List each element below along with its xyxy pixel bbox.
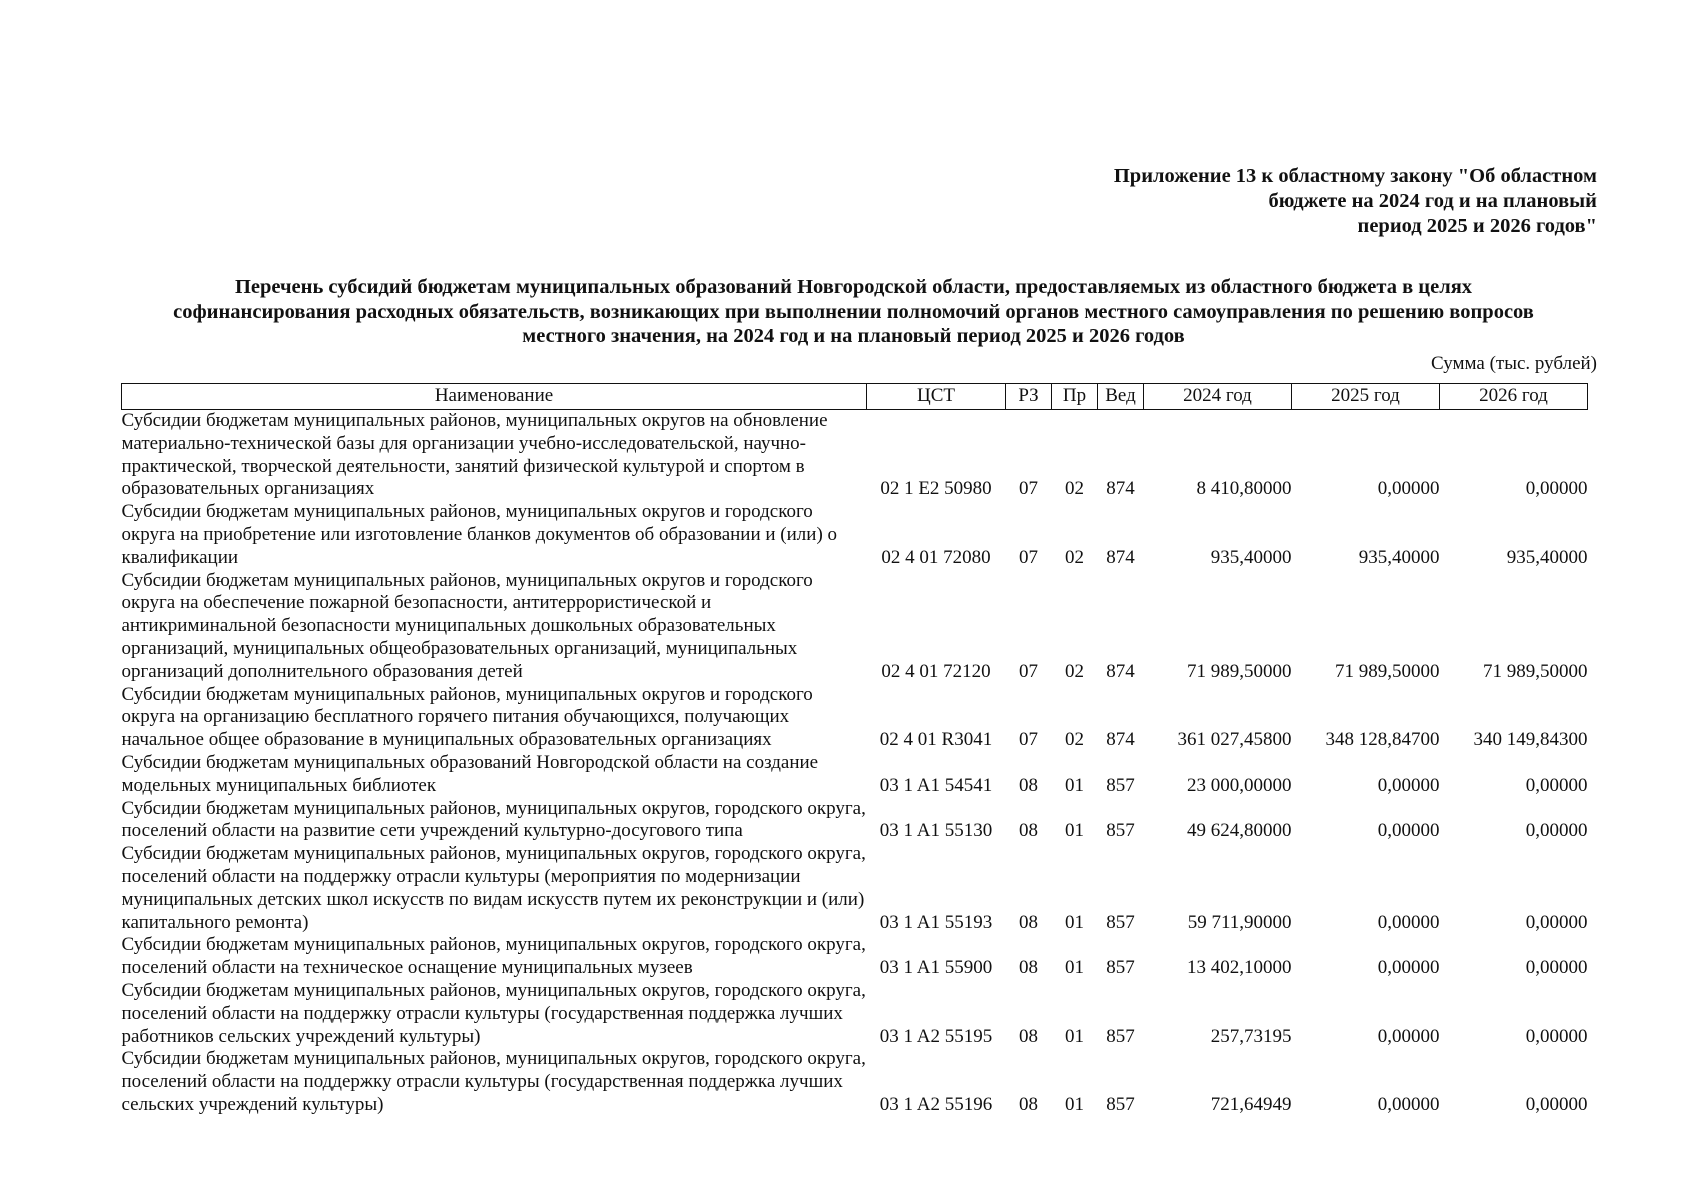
- subsidies-table: [121, 383, 1588, 1117]
- table-row: [122, 752, 1588, 798]
- cell-name: Субсидии бюджетам муниципальных районов, муниципальных округов и городского округа на организацию бесплатного горячего питания обучающихся, получающих начальное общее образование в муниципальных образовательных организациях: [121, 683, 813, 751]
- cell-name: Субсидии бюджетам муниципальных районов, муниципальных округов, городского округа, поселений области на поддержку отрасли культуры (государственная поддержка лучших сельских учреждений культуры): [121, 1048, 866, 1115]
- cell-2026: 0,00000: [1525, 774, 1588, 796]
- appendix-line: бюджете на 2024 год и на плановый: [1268, 190, 1597, 212]
- document-title: [110, 275, 1597, 349]
- cell-name: Субсидии бюджетам муниципальных районов, муниципальных округов, городского округа, поселений области на развитие сети учреждений культурно-досугового типа: [121, 797, 866, 842]
- cell-rz: 07: [1019, 478, 1038, 500]
- cell-2026: 340 149,84300: [1473, 729, 1588, 751]
- cell-2025: 348 128,84700: [1325, 729, 1440, 751]
- title-line: Перечень субсидий бюджетам муниципальных образований Новгородской области, предоставляемых из областного бюджета в целях: [234, 276, 1473, 298]
- cell-name: Субсидии бюджетам муниципальных районов, муниципальных округов и городского округа на приобретение или изготовление бланков документов об образовании и (или) о квалификации: [121, 501, 838, 568]
- cell-2025: 0,00000: [1377, 957, 1440, 979]
- cell-2024: 13 402,10000: [1187, 957, 1292, 979]
- cell-cst: 02 4 01 72080: [881, 546, 991, 568]
- table-header-row: [122, 384, 1588, 410]
- cell-ved: 857: [1106, 820, 1135, 842]
- cell-2024: 935,40000: [1210, 546, 1292, 568]
- cell-rz: 07: [1019, 660, 1038, 682]
- cell-cst: 03 1 A1 55130: [879, 820, 993, 842]
- cell-rz: 08: [1019, 1025, 1038, 1047]
- cell-name: Субсидии бюджетам муниципальных районов, муниципальных округов, городского округа, поселений области на техническое оснащение муниципальных музеев: [121, 934, 866, 979]
- table-row: [122, 980, 1588, 1048]
- cell-cst: 03 1 A1 55900: [879, 957, 993, 979]
- header-2025: 2025 год: [1292, 384, 1440, 410]
- table-row: [122, 570, 1588, 684]
- cell-2024: 49 624,80000: [1187, 820, 1292, 842]
- cell-2025: 0,00000: [1377, 820, 1440, 842]
- cell-2025: 0,00000: [1377, 1093, 1440, 1115]
- cell-cst: 02 1 E2 50980: [880, 478, 992, 500]
- cell-name: Субсидии бюджетам муниципальных районов, муниципальных округов и городского округа на обеспечение пожарной безопасности, антитеррористической и антикриминальной безопасности муниципальных дошкольных образовательных организаций, муниципальных общеобразовательных организаций, муниципальных организаций дополнительного образования детей: [121, 569, 813, 682]
- cell-2026: 0,00000: [1525, 911, 1588, 933]
- cell-pr: 02: [1065, 660, 1084, 682]
- cell-pr: 02: [1065, 729, 1084, 751]
- cell-name: Субсидии бюджетам муниципальных образований Новгородской области на создание модельных муниципальных библиотек: [121, 751, 819, 796]
- cell-cst: 03 1 A1 55193: [879, 911, 993, 933]
- cell-2025: 71 989,50000: [1335, 660, 1440, 682]
- cell-rz: 08: [1019, 774, 1038, 796]
- cell-2024: 361 027,45800: [1177, 729, 1292, 751]
- cell-rz: 08: [1019, 911, 1038, 933]
- table-row: [122, 798, 1588, 844]
- cell-cst: 03 1 A1 54541: [879, 774, 993, 796]
- cell-2024: 721,64949: [1210, 1093, 1292, 1115]
- cell-pr: 01: [1065, 774, 1084, 796]
- cell-2026: 71 989,50000: [1483, 660, 1588, 682]
- cell-ved: 874: [1106, 478, 1135, 500]
- cell-2026: 0,00000: [1525, 1093, 1588, 1115]
- cell-ved: 857: [1106, 1093, 1135, 1115]
- cell-name: Субсидии бюджетам муниципальных районов, муниципальных округов на обновление материально-технической базы для организации учебно-исследовательской, научно-практической, творческой деятельности, занятий физической культурой и спортом в образовательных организациях: [121, 410, 828, 500]
- header-name: Наименование: [122, 384, 867, 410]
- cell-ved: 874: [1106, 660, 1135, 682]
- cell-ved: 857: [1106, 774, 1135, 796]
- cell-2025: 0,00000: [1377, 1025, 1440, 1047]
- header-2024: 2024 год: [1144, 384, 1292, 410]
- cell-rz: 08: [1019, 957, 1038, 979]
- appendix-line: период 2025 и 2026 годов": [1357, 215, 1597, 237]
- cell-rz: 07: [1019, 546, 1038, 568]
- cell-pr: 01: [1065, 820, 1084, 842]
- cell-pr: 01: [1065, 957, 1084, 979]
- cell-rz: 08: [1019, 1093, 1038, 1115]
- cell-name: Субсидии бюджетам муниципальных районов, муниципальных округов, городского округа, поселений области на поддержку отрасли культуры (государственная поддержка лучших работников сельских учреждений культуры): [121, 979, 866, 1047]
- cell-2026: 935,40000: [1506, 546, 1588, 568]
- units-label: Сумма (тыс. рублей): [1431, 353, 1597, 374]
- cell-pr: 02: [1065, 546, 1084, 568]
- cell-2025: 0,00000: [1377, 478, 1440, 500]
- header-cst: ЦСТ: [867, 384, 1006, 410]
- cell-2026: 0,00000: [1525, 957, 1588, 979]
- appendix-note: [1037, 164, 1597, 239]
- cell-ved: 857: [1106, 957, 1135, 979]
- cell-2024: 8 410,80000: [1196, 478, 1292, 500]
- header-rz: РЗ: [1006, 384, 1052, 410]
- cell-cst: 02 4 01 R3041: [879, 729, 993, 751]
- cell-2026: 0,00000: [1525, 478, 1588, 500]
- table-row: [122, 934, 1588, 980]
- cell-ved: 874: [1106, 729, 1135, 751]
- header-pr: Пр: [1052, 384, 1098, 410]
- cell-pr: 01: [1065, 911, 1084, 933]
- cell-2026: 0,00000: [1525, 820, 1588, 842]
- table-row: [122, 501, 1588, 569]
- cell-ved: 857: [1106, 911, 1135, 933]
- cell-cst: 03 1 A2 55195: [879, 1025, 993, 1047]
- table-row: [122, 843, 1588, 934]
- cell-2026: 0,00000: [1525, 1025, 1588, 1047]
- cell-rz: 07: [1019, 729, 1038, 751]
- title-line: местного значения, на 2024 год и на плановый период 2025 и 2026 годов: [522, 325, 1185, 347]
- cell-pr: 01: [1065, 1025, 1084, 1047]
- appendix-line: Приложение 13 к областному закону "Об областном: [1113, 165, 1597, 187]
- header-2026: 2026 год: [1440, 384, 1588, 410]
- cell-2024: 23 000,00000: [1187, 774, 1292, 796]
- table-row: [122, 410, 1588, 502]
- header-ved: Вед: [1098, 384, 1144, 410]
- cell-name: Субсидии бюджетам муниципальных районов, муниципальных округов, городского округа, поселений области на поддержку отрасли культуры (мероприятия по модернизации муниципальных детских школ искусств по видам искусств путем их реконструкции и (или) капитального ремонта): [121, 843, 866, 933]
- table-row: [122, 1048, 1588, 1116]
- table-row: [122, 684, 1588, 752]
- cell-pr: 01: [1065, 1093, 1084, 1115]
- cell-2024: 59 711,90000: [1187, 911, 1292, 933]
- title-line: софинансирования расходных обязательств, возникающих при выполнении полномочий органов местного самоуправления по решению вопросов: [173, 300, 1534, 323]
- cell-rz: 08: [1019, 820, 1038, 842]
- cell-ved: 857: [1106, 1025, 1135, 1047]
- cell-pr: 02: [1065, 478, 1084, 500]
- cell-cst: 03 1 A2 55196: [879, 1093, 993, 1115]
- cell-2025: 0,00000: [1377, 774, 1440, 796]
- cell-cst: 02 4 01 72120: [881, 660, 991, 682]
- cell-ved: 874: [1106, 546, 1135, 568]
- cell-2024: 257,73195: [1210, 1025, 1292, 1047]
- cell-2025: 0,00000: [1377, 911, 1440, 933]
- cell-2025: 935,40000: [1358, 546, 1440, 568]
- cell-2024: 71 989,50000: [1187, 660, 1292, 682]
